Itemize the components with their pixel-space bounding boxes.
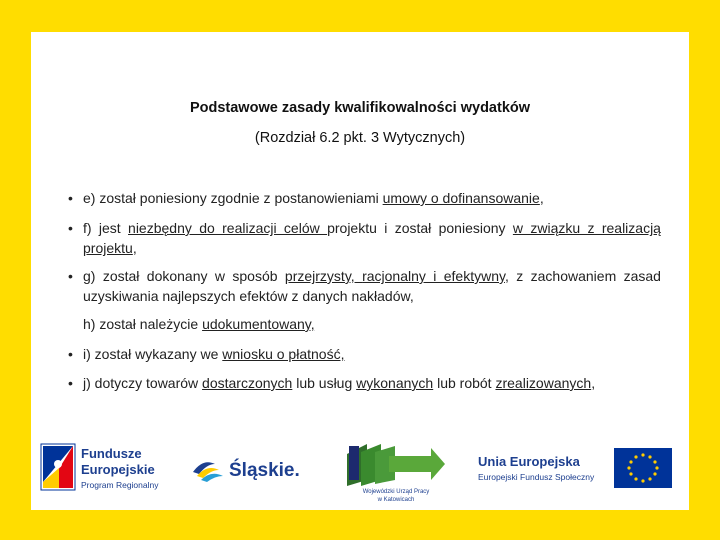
item-underlined: dostarczonych	[202, 375, 293, 391]
bullet: •	[68, 190, 73, 206]
item-text: ,	[132, 240, 137, 256]
item-text: j) dotyczy towarów	[83, 375, 203, 391]
fe-line2: Europejskie	[81, 462, 155, 477]
item-text: i) został wykazany we	[83, 346, 223, 362]
wup-line2: w Katowicach	[377, 497, 415, 503]
item-underlined: w związku z realizacją projektu	[83, 220, 661, 256]
wup-line1: Wojewódzki Urząd Pracy	[362, 489, 430, 495]
fe-line1: Fundusze	[81, 446, 142, 461]
wup-katowice-logo	[341, 436, 451, 506]
bullet: •	[68, 375, 73, 391]
list-item-i	[68, 344, 661, 364]
item-underlined: niezbędny do realizacji celów	[128, 220, 328, 236]
item-text: ,	[539, 190, 544, 206]
item-text: f) jest	[83, 220, 129, 236]
item-text: lub usług	[292, 375, 357, 391]
slide-title: Podstawowe zasady kwalifikowalności wydatków	[189, 100, 531, 116]
slaskie-text: Śląskie.	[229, 460, 300, 481]
item-text: h) został należycie	[83, 316, 203, 332]
item-text: lub robót	[433, 375, 496, 391]
list-item-h	[83, 314, 661, 334]
slide	[31, 32, 689, 510]
fe-line3: Program Regionalny	[81, 480, 159, 490]
bullet: •	[68, 220, 73, 236]
item-underlined: umowy o dofinansowanie	[382, 190, 540, 206]
logo-bar	[31, 430, 689, 510]
list-item-g	[68, 266, 661, 306]
item-text: e) został poniesiony zgodnie z postanowieniami	[83, 190, 383, 206]
ue-line2: Europejski Fundusz Społeczny	[478, 472, 595, 482]
list-item-j	[68, 373, 661, 393]
item-text: ,	[591, 375, 596, 391]
unia-europejska-logo	[476, 444, 676, 494]
slide-subtitle: (Rozdział 6.2 pkt. 3 Wytycznych)	[254, 130, 466, 146]
item-underlined: wykonanych	[356, 375, 434, 391]
list-item-f	[68, 218, 661, 258]
item-underlined: przejrzysty,	[284, 268, 363, 284]
ue-line1: Unia Europejska	[478, 454, 580, 469]
list-item-e	[68, 188, 661, 208]
item-underlined: wniosku o płatność,	[222, 346, 345, 362]
fundusze-europejskie-logo	[37, 438, 187, 498]
item-text: g) został dokonany w sposób	[83, 268, 285, 284]
item-underlined: racjonalny i efektywny	[362, 268, 505, 284]
item-text: projektu i został poniesiony	[327, 220, 513, 236]
item-underlined: zrealizowanych	[495, 375, 592, 391]
slaskie-logo	[189, 448, 309, 488]
item-underlined: udokumentowany,	[202, 316, 315, 332]
bullet: •	[68, 268, 73, 284]
item-text: , z zachowaniem zasad uzyskiwania najlepszych efektów z danych nakładów,	[83, 268, 661, 304]
bullet: •	[68, 346, 73, 362]
